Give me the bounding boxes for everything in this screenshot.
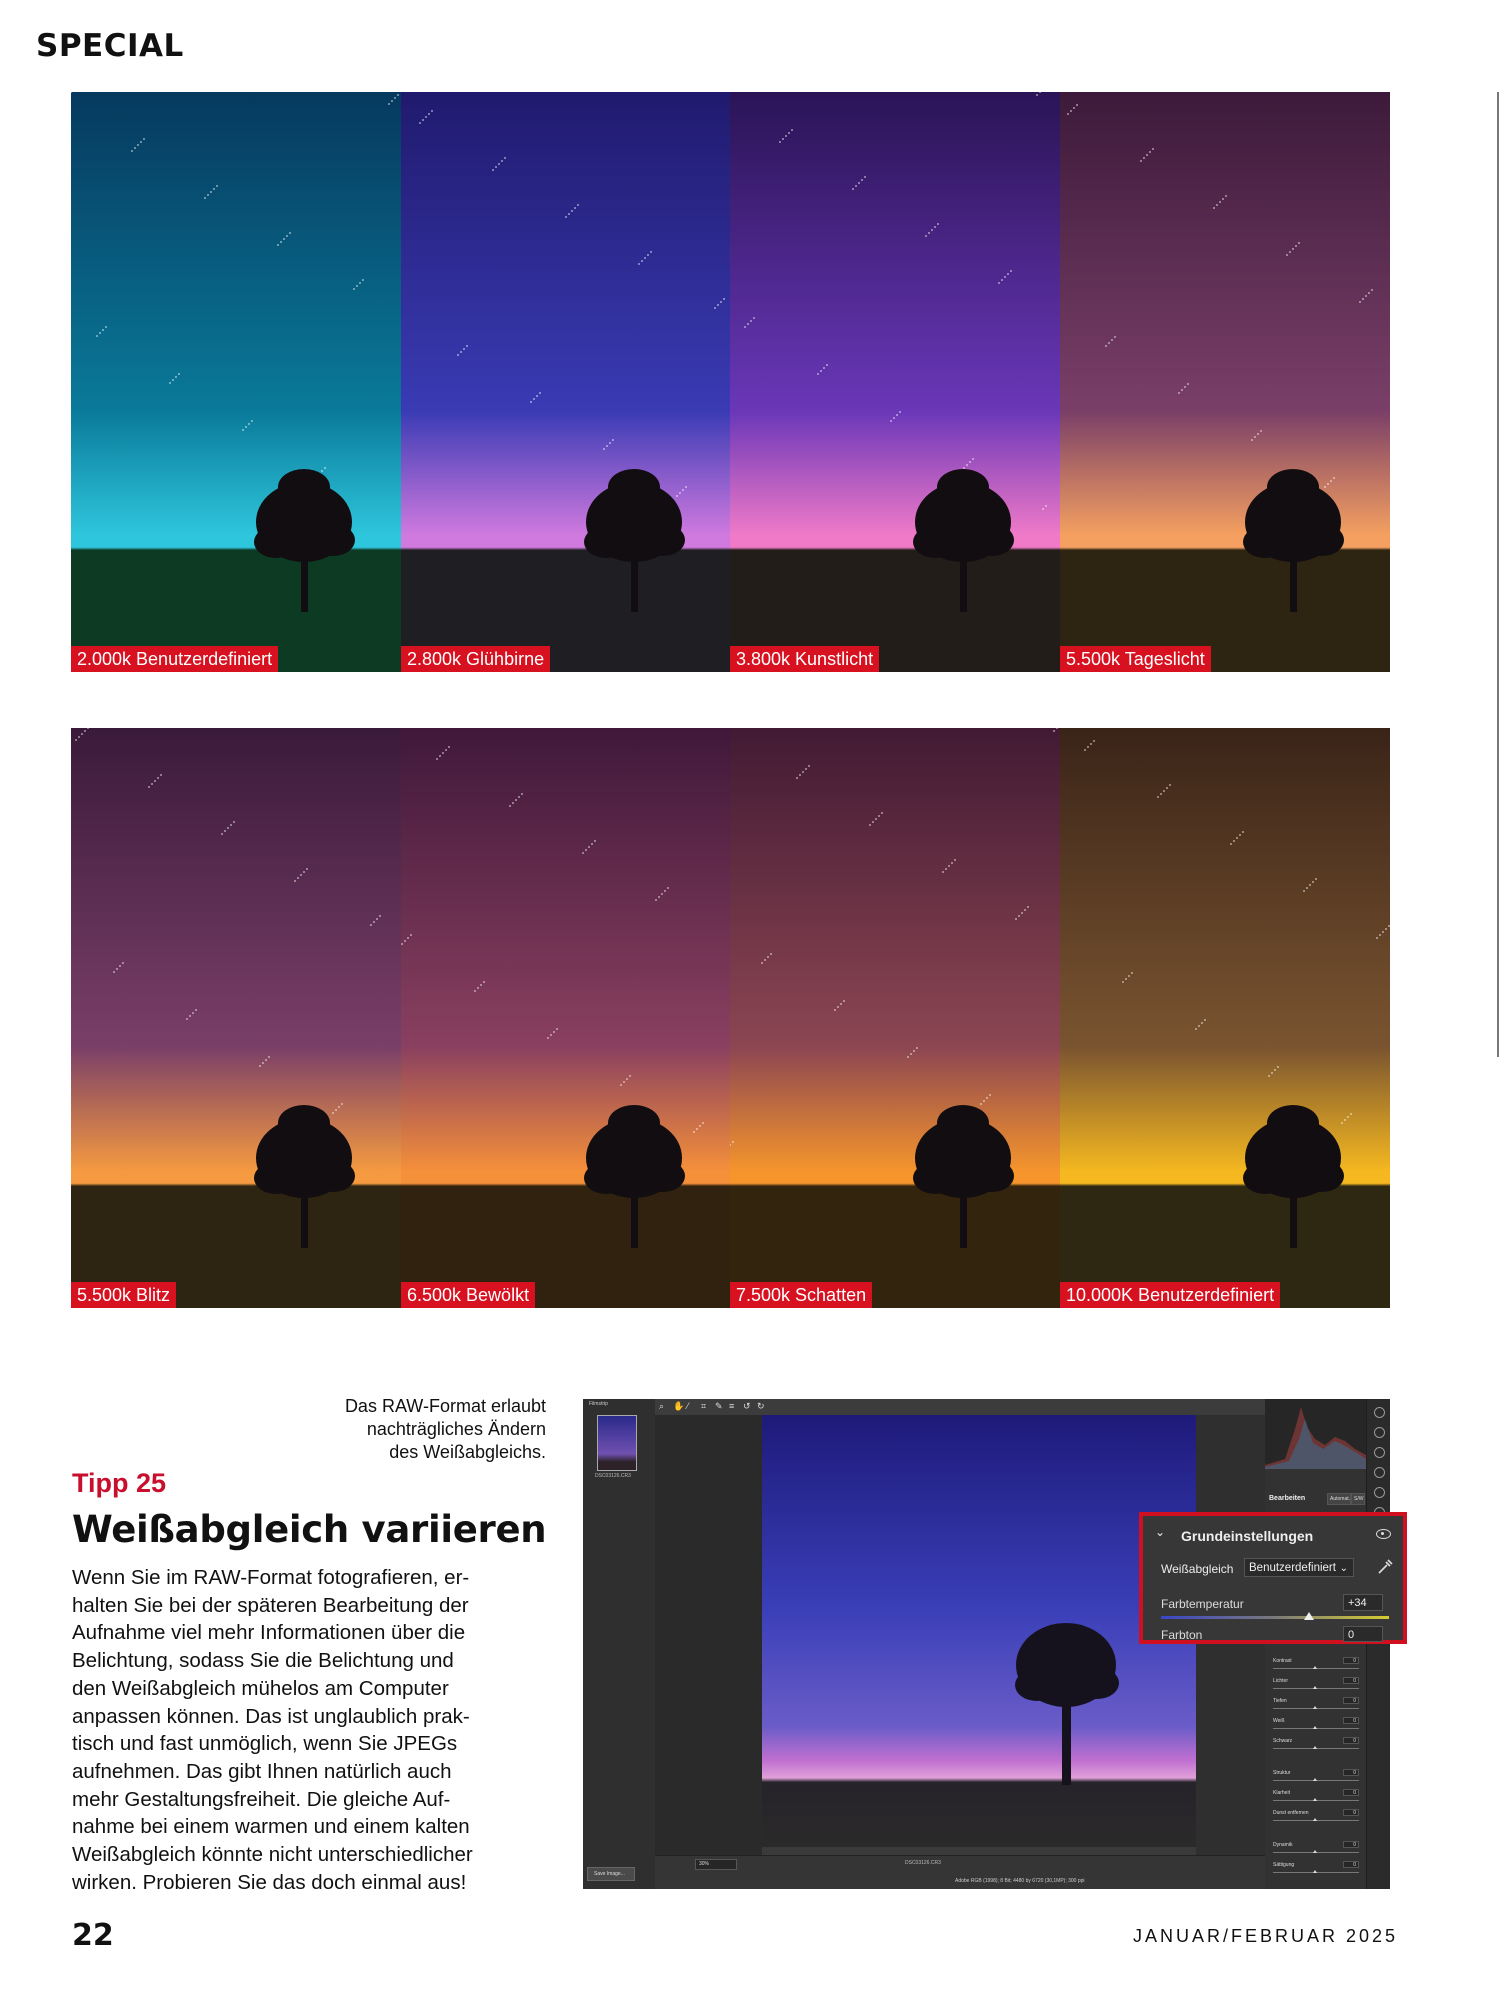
slider-label: Klarheit [1273,1790,1290,1796]
slider-value[interactable]: 0 [1343,1841,1359,1848]
image-note [300,1395,546,1464]
preview-image [762,1415,1196,1847]
slider-value[interactable]: 0 [1343,1769,1359,1776]
white-balance-caption: 7.500k Schatten [730,1282,872,1308]
adjustment-slider[interactable] [1273,1718,1359,1734]
filmstrip-label: Filmstrip [589,1401,608,1407]
article-line: wirken. Probieren Sie das doch einmal aus! [72,1870,467,1894]
tint-label: Farbton [1161,1628,1203,1642]
article-line: aufnehmen. Das gibt Ihnen natürlich auch [72,1759,452,1783]
white-balance-caption: 5.500k Blitz [71,1282,176,1308]
adjustment-slider[interactable] [1273,1770,1359,1786]
zoom-tool-icon[interactable]: ⌕ [659,1401,665,1411]
slider-handle[interactable] [1313,1746,1317,1749]
preview-photo [762,1415,1196,1847]
eyedropper-icon[interactable] [1376,1558,1394,1576]
slider-value[interactable]: 0 [1343,1861,1359,1868]
canvas-background [655,1415,762,1855]
slider-label: Lichter [1273,1678,1289,1684]
white-balance-caption: 2.000k Benutzerdefiniert [71,646,278,672]
bw-button-label: S/W [1354,1496,1364,1502]
temperature-slider-handle[interactable] [1304,1612,1314,1620]
filmstrip [583,1399,655,1889]
white-balance-photo [1060,728,1390,1308]
note-line: nachträgliches Ändern [366,1419,546,1439]
rotate-left-icon[interactable]: ↺ [743,1401,751,1411]
save-image-label: Save Image... [594,1871,625,1877]
white-balance-callout [1139,1512,1407,1644]
white-balance-photo [730,728,1060,1308]
white-balance-caption: 10.000K Benutzerdefiniert [1060,1282,1280,1308]
auto-button[interactable] [1327,1493,1351,1505]
adjustment-slider[interactable] [1273,1810,1359,1826]
article-line: halten Sie bei der späteren Bearbeitung der [72,1593,469,1617]
adjustment-slider[interactable] [1273,1698,1359,1714]
white-balance-photo [401,92,731,672]
adjustment-slider[interactable] [1273,1678,1359,1694]
slider-label: Kontrast [1273,1658,1292,1664]
article-body [72,1564,522,1896]
chevron-down-icon: ⌄ [1339,1563,1348,1574]
collapse-chevron-icon[interactable]: ⌄ [1155,1525,1166,1539]
auto-button-label: Automat. [1330,1496,1351,1502]
slider-label: Dynamik [1273,1842,1293,1848]
slider-handle[interactable] [1313,1798,1317,1801]
save-image-button[interactable] [587,1867,635,1881]
histogram [1265,1399,1366,1469]
white-balance-select[interactable] [1244,1558,1354,1577]
slider-handle[interactable] [1313,1686,1317,1689]
list-tool-icon[interactable]: ≡ [729,1401,735,1411]
adjustment-slider[interactable] [1273,1842,1359,1858]
article-line: den Weißabgleich mühelos am Computer [72,1676,449,1700]
redeye-icon[interactable] [1374,1487,1385,1498]
white-balance-caption: 3.800k Kunstlicht [730,646,879,672]
tip-kicker: Tipp 25 [72,1468,167,1498]
slider-label: Sättigung [1273,1862,1295,1868]
slider-label: Weiß [1273,1718,1285,1724]
article-line: anpassen können. Das ist unglaublich prak- [72,1704,470,1728]
slider-handle[interactable] [1313,1726,1317,1729]
article-line: nahme bei einem warmen und einem kalten [72,1815,470,1839]
temperature-label: Farbtemperatur [1161,1597,1244,1611]
rotate-right-icon[interactable]: ↻ [757,1401,765,1411]
filmstrip-thumbnail[interactable] [597,1415,637,1471]
adjustment-slider[interactable] [1273,1658,1359,1674]
histogram-graph [1265,1399,1366,1469]
slider-label: Struktur [1273,1770,1291,1776]
settings-icon[interactable] [1374,1407,1385,1418]
basic-panel-title: Grundeinstellungen [1181,1528,1314,1544]
note-line: des Weißabgleichs. [389,1442,546,1462]
slider-value[interactable]: 0 [1343,1737,1359,1744]
slider-value[interactable]: 0 [1343,1697,1359,1704]
article-line: Weißabgleich könnte nicht unterschiedlicher [72,1843,473,1867]
workflow-options-link[interactable]: Adobe RGB (1998); 8 Bit; 4480 by 6720 (30,1MP); 300 ppi [955,1878,1085,1884]
adjustment-slider[interactable] [1273,1790,1359,1806]
adjustment-slider[interactable] [1273,1738,1359,1754]
slider-value[interactable]: 0 [1343,1789,1359,1796]
tint-field[interactable]: 0 [1343,1626,1383,1642]
margin-rule [1497,92,1499,1057]
slider-handle[interactable] [1313,1666,1317,1669]
edit-icon[interactable] [1374,1427,1385,1438]
edit-panel-title: Bearbeiten [1269,1495,1306,1502]
white-balance-label: Weißabgleich [1161,1562,1234,1576]
heal-icon[interactable] [1374,1447,1385,1458]
slider-handle[interactable] [1313,1870,1317,1873]
slider-value[interactable]: 0 [1343,1717,1359,1724]
slider-handle[interactable] [1313,1706,1317,1709]
adjustment-slider[interactable] [1273,1862,1359,1878]
slider-value[interactable]: 0 [1343,1657,1359,1664]
tool-strip [1366,1399,1390,1889]
editor-toolbar [655,1399,1265,1416]
slider-handle[interactable] [1313,1818,1317,1821]
white-balance-photo [401,728,731,1308]
bw-button[interactable] [1351,1493,1365,1505]
status-bar [655,1855,1265,1889]
page-number: 22 [72,1918,114,1953]
white-balance-caption: 6.500k Bewölkt [401,1282,535,1308]
white-balance-photo [1060,92,1390,672]
white-balance-photo [730,92,1060,672]
brush-tool-icon[interactable]: ✎ [715,1401,723,1411]
article-line: Wenn Sie im RAW-Format fotografieren, er- [72,1566,470,1589]
slider-label: Tiefen [1273,1698,1287,1704]
white-balance-caption: 2.800k Glühbirne [401,646,550,672]
raw-editor-screenshot [583,1399,1390,1889]
slider-handle[interactable] [1313,1850,1317,1853]
zoom-value: 30% [699,1861,710,1867]
thumbnail-filename: DSC03126.CR3 [595,1473,631,1479]
zoom-select[interactable] [695,1859,737,1870]
white-balance-value: Benutzerdefiniert [1249,1562,1336,1574]
slider-value[interactable]: 0 [1343,1677,1359,1684]
slider-label: Schwarz [1273,1738,1293,1744]
white-balance-photo [71,728,401,1308]
slider-handle[interactable] [1313,1778,1317,1781]
crop-tool-icon[interactable]: ⌗ [701,1401,707,1411]
white-balance-photo [71,92,401,672]
white-balance-caption: 5.500k Tageslicht [1060,646,1211,672]
slider-label: Dunst entfernen [1273,1810,1309,1816]
slider-value[interactable]: 0 [1343,1809,1359,1816]
article-line: mehr Gestaltungsfreiheit. Die gleiche Auf- [72,1787,451,1811]
article-line: tisch und fast unmöglich, wenn Sie JPEGs [72,1732,458,1756]
visibility-eye-icon[interactable] [1376,1529,1391,1539]
temperature-field[interactable]: +34 [1343,1594,1383,1611]
issue-date: JANUAR/FEBRUAR 2025 [1133,1926,1399,1946]
mask-icon[interactable] [1374,1467,1385,1478]
current-filename: DSC03126.CR3 [905,1860,941,1866]
article-line: Aufnahme viel mehr Informationen über die [72,1621,466,1645]
article-title: Weißabgleich variieren [72,1508,547,1551]
note-line: Das RAW-Format erlaubt [344,1396,546,1416]
eyedropper-tool-icon[interactable]: ⁄ [687,1401,689,1411]
hand-tool-icon[interactable]: ✋ [673,1401,685,1411]
article-line: Belichtung, sodass Sie die Belichtung und [72,1649,454,1673]
section-label: SPECIAL [36,28,184,64]
temperature-slider-track[interactable] [1161,1616,1389,1619]
